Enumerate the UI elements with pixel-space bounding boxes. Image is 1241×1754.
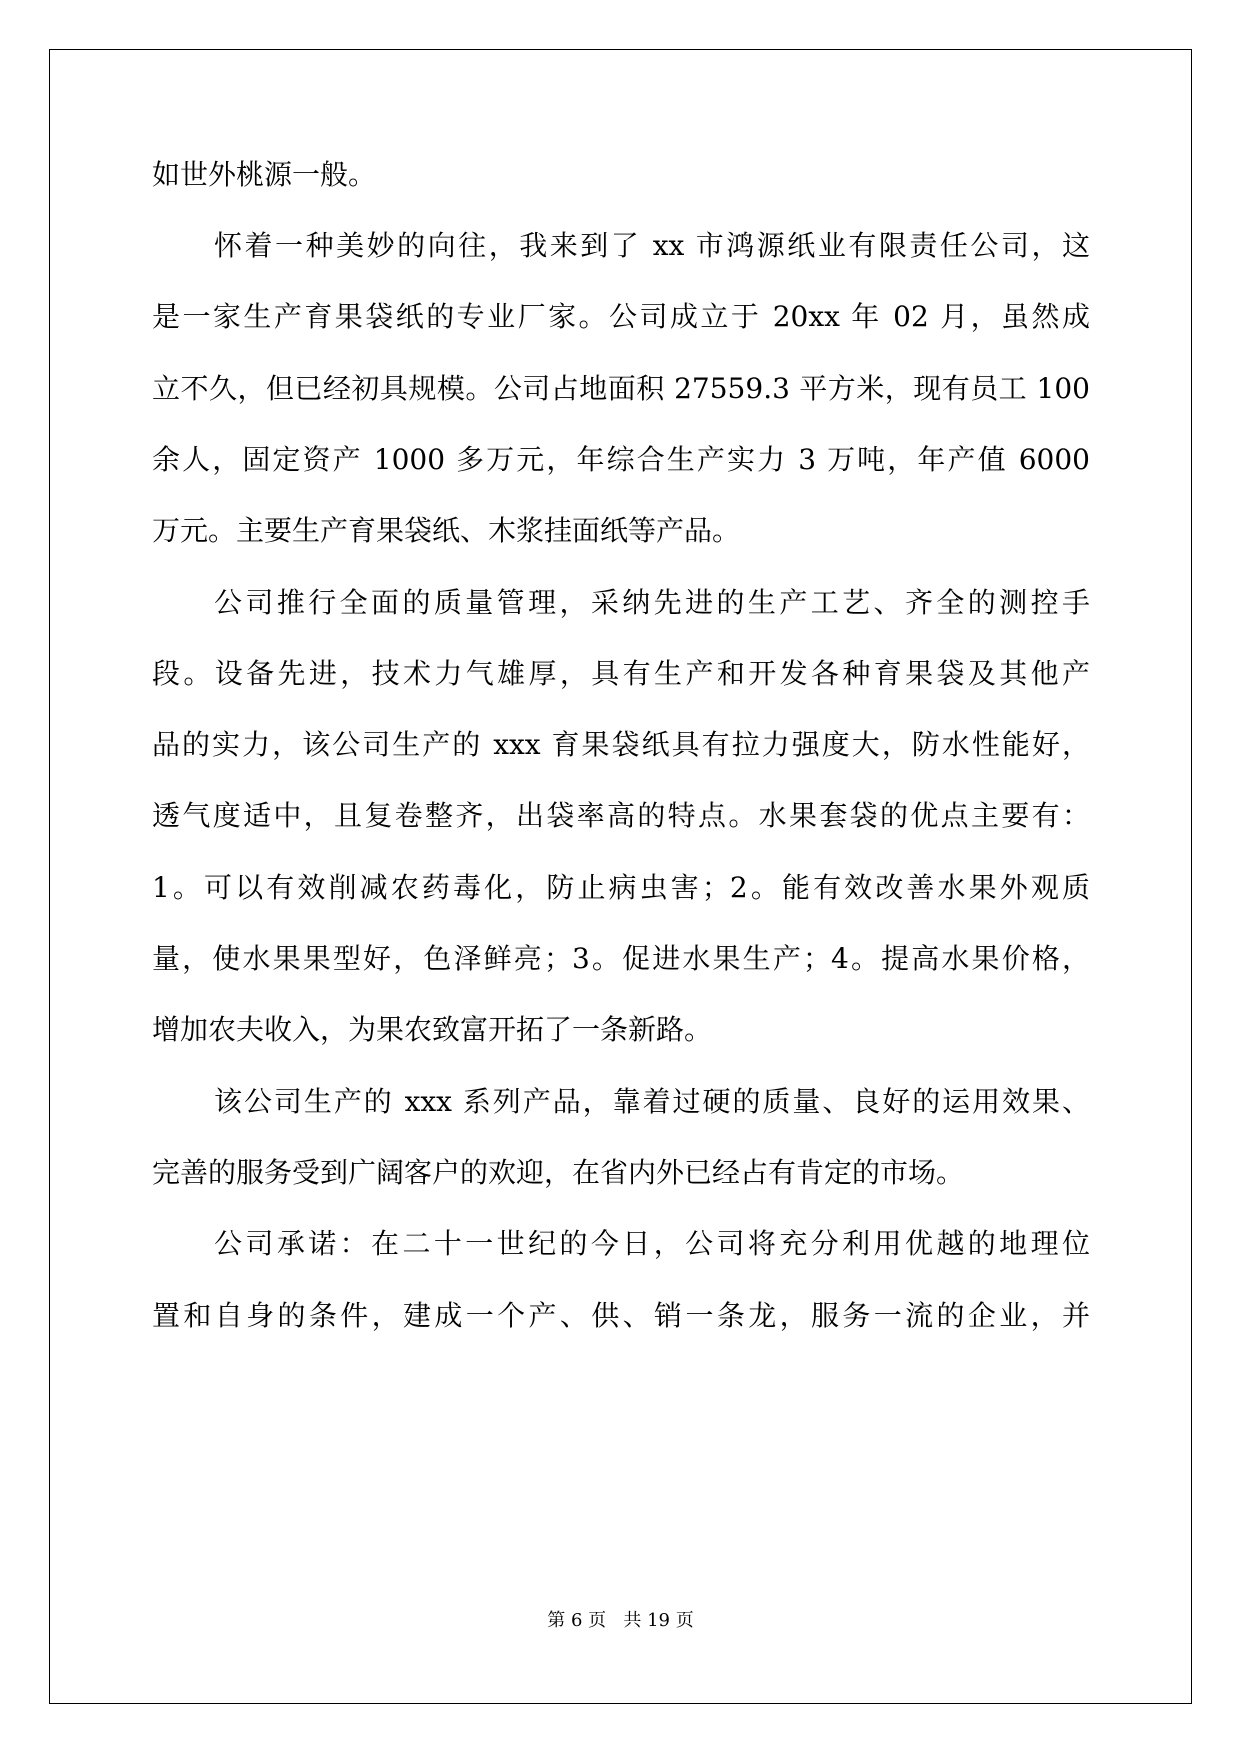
page-footer: 第 6 页 共 19 页: [547, 1610, 694, 1631]
text-line: 完善的服务受到广阔客户的欢迎，在省内外已经占有肯定的市场。: [152, 1156, 965, 1189]
text-line: 该公司生产的 xxx 系列产品，靠着过硬的质量、良好的运用效果、: [214, 1085, 1090, 1118]
text-line: 怀着一种美妙的向往，我来到了 xx 市鸿源纸业有限责任公司，这: [214, 229, 1090, 262]
text-line: 万元。主要生产育果袋纸、木浆挂面纸等产品。: [152, 514, 741, 547]
text-line: 置和自身的条件，建成一个产、供、销一条龙，服务一流的企业，并: [152, 1299, 1090, 1332]
text-line: 公司承诺：在二十一世纪的今日，公司将充分利用优越的地理位: [214, 1227, 1090, 1260]
text-line: 立不久，但已经初具规模。公司占地面积 27559.3 平方米，现有员工 100: [152, 372, 1090, 405]
text-line: 是一家生产育果袋纸的专业厂家。公司成立于 20xx 年 02 月，虽然成: [152, 300, 1090, 333]
text-line: 如世外桃源一般。: [152, 158, 377, 191]
text-line: 段。设备先进，技术力气雄厚，具有生产和开发各种育果袋及其他产: [152, 657, 1090, 690]
text-line: 量，使水果果型好，色泽鲜亮；3。促进水果生产；4。提高水果价格，: [152, 942, 1090, 975]
text-line: 品的实力，该公司生产的 xxx 育果袋纸具有拉力强度大，防水性能好，: [152, 728, 1090, 761]
text-line: 余人，固定资产 1000 多万元，年综合生产实力 3 万吨，年产值 6000: [152, 443, 1090, 476]
text-line: 公司推行全面的质量管理，采纳先进的生产工艺、齐全的测控手: [214, 586, 1090, 619]
text-line: 增加农夫收入，为果农致富开拓了一条新路。: [152, 1013, 713, 1046]
text-line: 1。可以有效削减农药毒化，防止病虫害；2。能有效改善水果外观质: [152, 871, 1090, 904]
text-line: 透气度适中，且复卷整齐，出袋率高的特点。水果套袋的优点主要有：: [152, 799, 1090, 832]
